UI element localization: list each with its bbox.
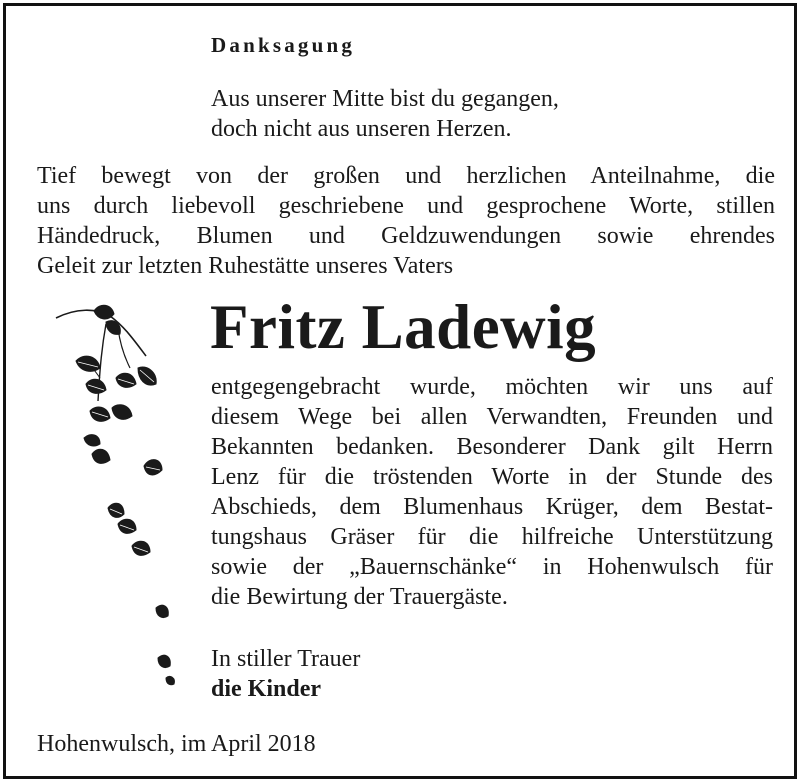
intro-line: Geleit zur letzten Ruhestätte unseres Vaters [37,253,454,279]
body-line: tungshaus Gräser für die hilfreiche Unterstützung [211,524,773,550]
intro-line: uns durch liebevoll geschriebene und gesprochene Worte, stillen [37,193,775,219]
intro-line: Tief bewegt von der großen und herzlichen Anteilnahme, die [37,163,775,189]
body-line: Lenz für die tröstenden Worte in der Stunde des [211,464,773,490]
heading: Danksagung [211,33,356,57]
closing-line: In stiller Trauer [211,646,361,672]
verse-line: doch nicht aus unseren Herzen. [211,116,512,142]
closing [211,644,360,704]
falling-leaves-branch-icon [6,6,206,726]
deceased-name: Fritz Ladewig [210,292,597,362]
body-line: entgegengebracht wurde, möchten wir uns auf [211,374,773,400]
body-line: Abschieds, dem Blumenhaus Krüger, dem Bestat- [211,494,773,520]
verse-line: Aus unserer Mitte bist du gegangen, [211,86,559,112]
body-line: die Bewirtung der Trauergäste. [211,584,508,610]
body-line: diesem Wege bei allen Verwandten, Freunden und [211,404,773,430]
intro-line: Händedruck, Blumen und Geldzuwendungen sowie ehrendes [37,223,775,249]
signature: die Kinder [211,676,322,702]
body-paragraph [211,372,773,612]
body-line: sowie der „Bauernschänke“ in Hohenwulsch für [211,554,773,580]
verse [211,84,559,144]
place-date: Hohenwulsch, im April 2018 [37,731,316,757]
obituary-notice [3,3,797,779]
body-line: Bekannten bedanken. Besonderer Dank gilt Herrn [211,434,773,460]
